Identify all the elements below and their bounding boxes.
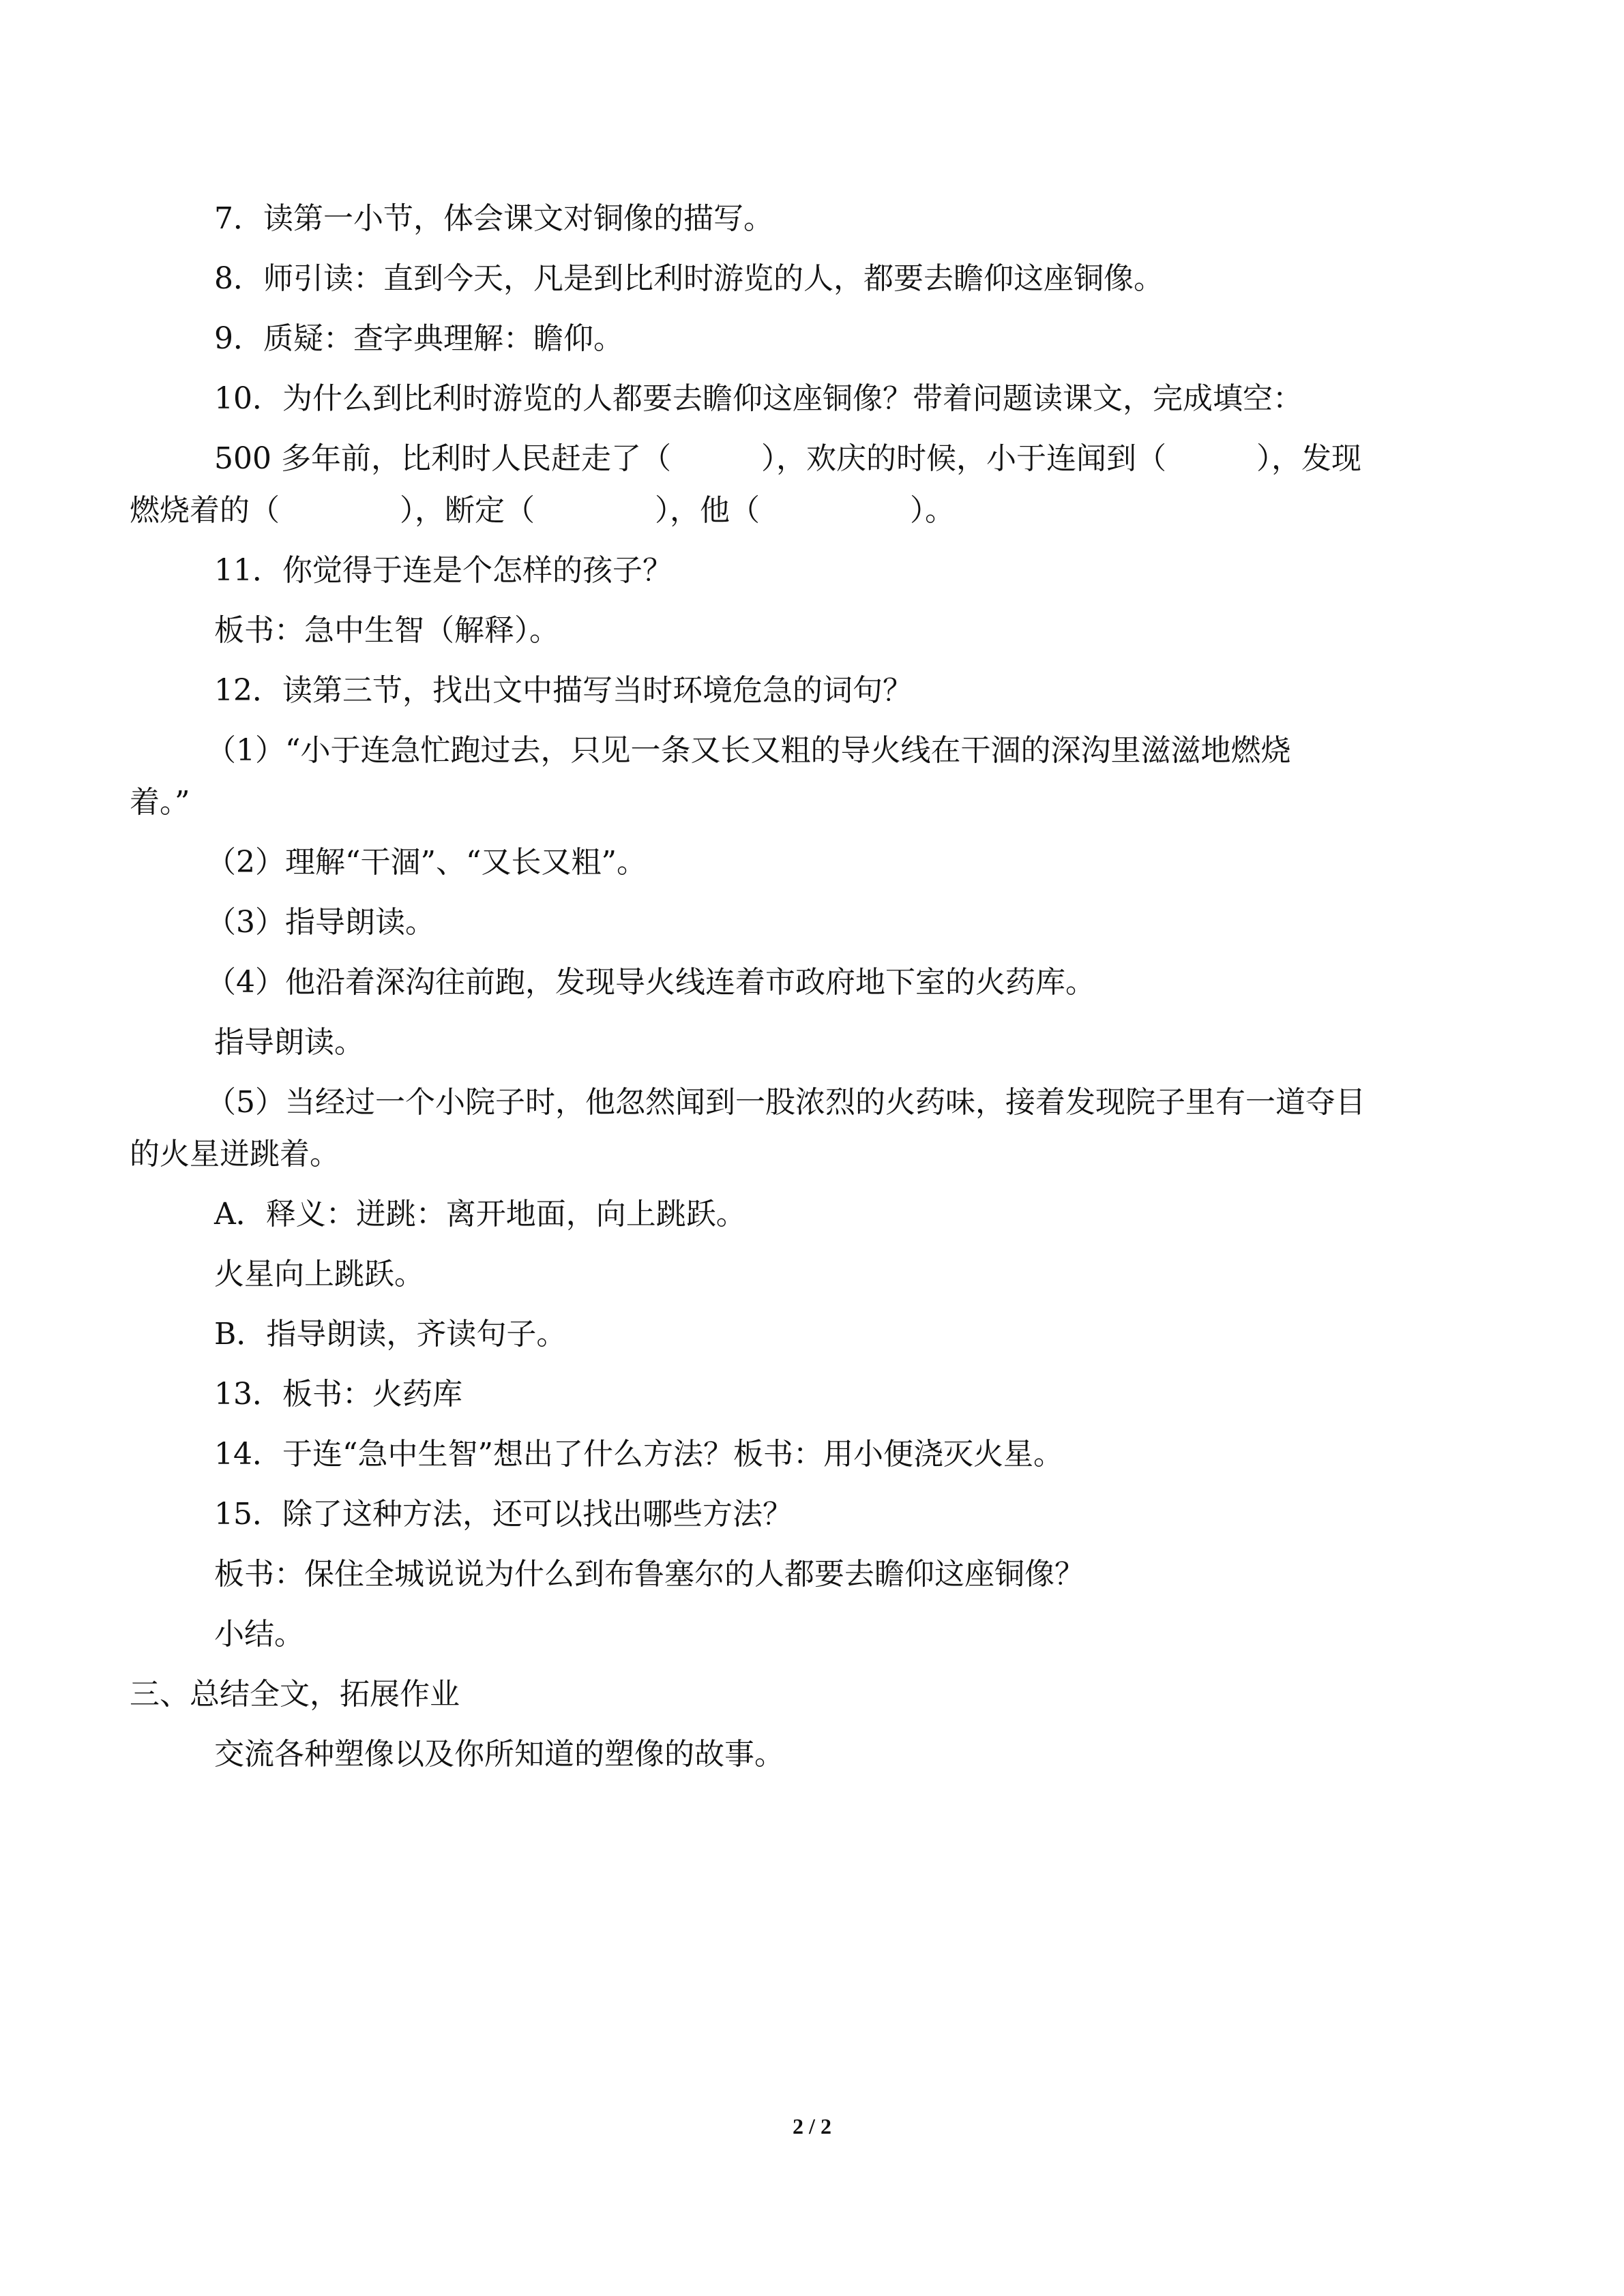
document-body (130, 199, 1494, 1795)
summary-note: 小结。 (214, 1617, 304, 1652)
paragraph-item-10: 10．为什么到比利时游览的人都要去瞻仰这座铜像？带着问题读课文，完成填空： (214, 381, 1303, 416)
paragraph-item-15: 15．除了这种方法，还可以找出哪些方法？ (214, 1497, 793, 1532)
homework-line: 交流各种塑像以及你所知道的塑像的故事。 (214, 1737, 784, 1772)
guided-reading-note: 指导朗读。 (214, 1025, 364, 1060)
sub-item-4: （4）他沿着深沟往前跑，发现导火线连着市政府地下室的火药库。 (206, 965, 1095, 1000)
paragraph-item-7: 7．读第一小节，体会课文对铜像的描写。 (214, 201, 773, 236)
paragraph-item-12: 12．读第三节，找出文中描写当时环境危急的词句？ (214, 673, 913, 708)
paragraph-item-14: 14．于连“急中生智”想出了什么方法？板书：用小便浇灭火星。 (214, 1437, 1063, 1472)
section-heading-3: 三、总结全文，拓展作业 (130, 1677, 460, 1712)
blackboard-note: 板书：急中生智（解释）。 (214, 613, 559, 648)
paragraph-item-9: 9．质疑：查字典理解：瞻仰。 (214, 321, 623, 356)
page-number: 2 / 2 (793, 2114, 831, 2138)
fill-in-blank-line-2: 燃烧着的（ ），断定（ ），他（ ）。 (130, 493, 955, 528)
paragraph-item-13: 13．板书：火药库 (214, 1377, 462, 1412)
sub-point-b: B．指导朗读，齐读句子。 (214, 1317, 567, 1352)
paragraph-item-11: 11．你觉得于连是个怎样的孩子？ (214, 553, 673, 588)
sub-item-1-line-2: 着。” (130, 785, 190, 820)
sub-item-5-line-2: 的火星迸跳着。 (130, 1137, 340, 1172)
blackboard-note-2: 板书：保住全城说说为什么到布鲁塞尔的人都要去瞻仰这座铜像？ (214, 1557, 1084, 1592)
sub-item-3: （3）指导朗读。 (206, 905, 435, 940)
fill-in-blank-line-1: 500 多年前，比利时人民赶走了（ ），欢庆的时候，小于连闻到（ ），发现 (214, 441, 1361, 476)
sub-item-5-line-1: （5）当经过一个小院子时，他忽然闻到一股浓烈的火药味，接着发现院子里有一道夺目 (206, 1085, 1365, 1120)
sub-item-1-line-1: （1）“小于连急忙跑过去，只见一条又长又粗的导火线在干涸的深沟里滋滋地燃烧 (206, 733, 1291, 768)
sub-point-a-note: 火星向上跳跃。 (214, 1257, 424, 1292)
sub-point-a: A．释义：迸跳：离开地面，向上跳跃。 (214, 1197, 746, 1232)
paragraph-item-8: 8．师引读：直到今天，凡是到比利时游览的人，都要去瞻仰这座铜像。 (214, 261, 1164, 296)
sub-item-2: （2）理解“干涸”、“又长又粗”。 (206, 845, 647, 880)
